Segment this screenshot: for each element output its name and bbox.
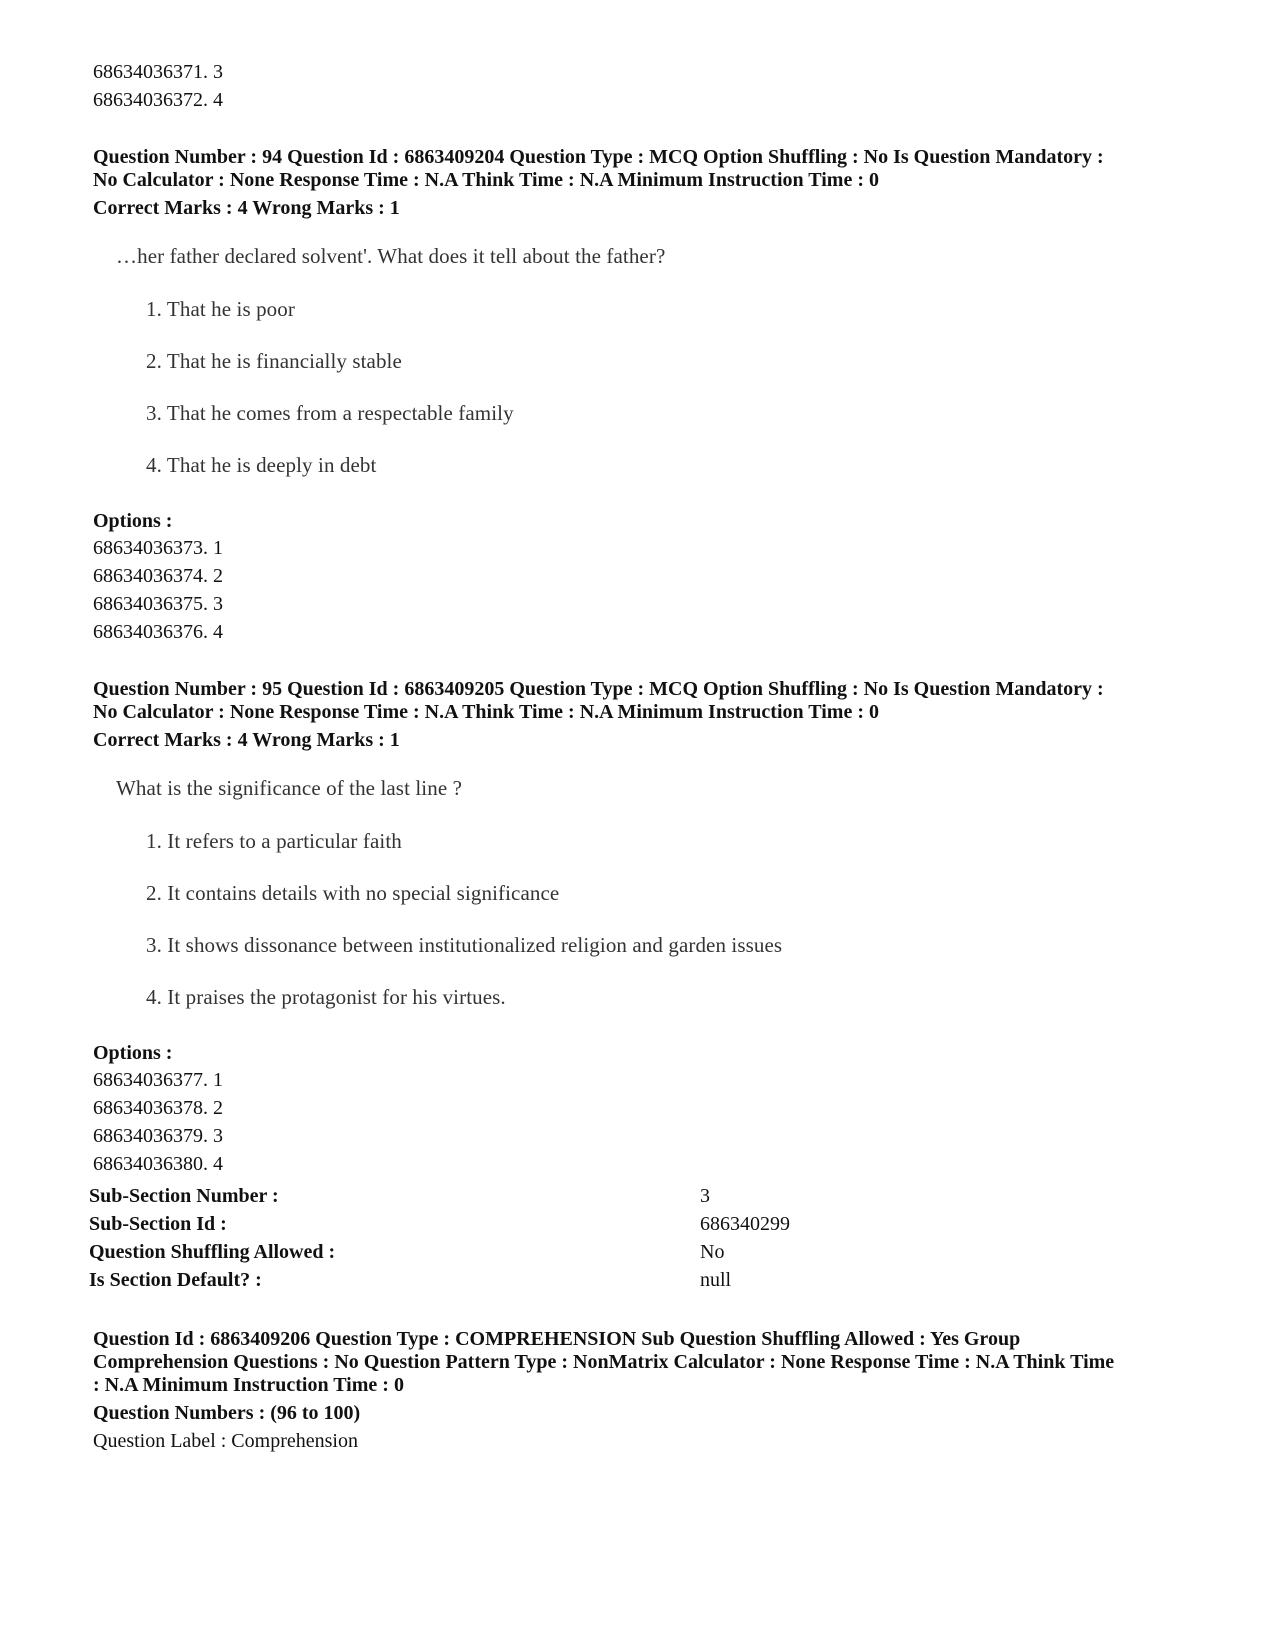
question-94-choice: 3. That he comes from a respectable family <box>146 401 514 425</box>
question-94-stem: …her father declared solvent'. What does it tell about the father? <box>116 244 666 268</box>
option-line: 68634036379. 3 <box>93 1125 223 1147</box>
subsection-number-value: 3 <box>700 1185 710 1207</box>
question-95-marks: Correct Marks : 4 Wrong Marks : 1 <box>93 729 400 751</box>
question-shuffling-value: No <box>700 1241 725 1263</box>
option-line: 68634036377. 1 <box>93 1069 223 1091</box>
question-94-header: Question Number : 94 Question Id : 6863409204 Question Type : MCQ Option Shuffling : No Is Question Mandatory : <box>93 146 1104 168</box>
option-line: 68634036375. 3 <box>93 593 223 615</box>
question-95-choice: 4. It praises the protagonist for his virtues. <box>146 985 506 1009</box>
comprehension-header-cont: Comprehension Questions : No Question Pattern Type : NonMatrix Calculator : None Response Time : N.A Think Time <box>93 1351 1115 1373</box>
options-label: Options : <box>93 1042 173 1064</box>
option-line: 68634036371. 3 <box>93 61 223 83</box>
question-94-choice: 2. That he is financially stable <box>146 349 402 373</box>
subsection-id-value: 686340299 <box>700 1213 790 1235</box>
option-line: 68634036378. 2 <box>93 1097 223 1119</box>
section-default-label: Is Section Default? : <box>89 1269 262 1291</box>
question-numbers: Question Numbers : (96 to 100) <box>93 1402 361 1424</box>
question-95-choice: 3. It shows dissonance between institutionalized religion and garden issues <box>146 933 783 957</box>
option-line: 68634036372. 4 <box>93 89 223 111</box>
option-line: 68634036380. 4 <box>93 1153 223 1175</box>
section-default-value: null <box>700 1269 732 1291</box>
question-94-choice: 1. That he is poor <box>146 297 295 321</box>
question-94-marks: Correct Marks : 4 Wrong Marks : 1 <box>93 197 400 219</box>
question-95-stem: What is the significance of the last line ? <box>116 776 463 800</box>
question-shuffling-label: Question Shuffling Allowed : <box>89 1241 336 1263</box>
subsection-id-label: Sub-Section Id : <box>89 1213 227 1235</box>
option-line: 68634036374. 2 <box>93 565 223 587</box>
question-95-choice: 1. It refers to a particular faith <box>146 829 402 853</box>
comprehension-header: Question Id : 6863409206 Question Type : COMPREHENSION Sub Question Shuffling Allowed : Yes Group <box>93 1328 1021 1350</box>
question-95-header-cont: No Calculator : None Response Time : N.A Think Time : N.A Minimum Instruction Time : 0 <box>93 701 879 723</box>
option-line: 68634036373. 1 <box>93 537 223 559</box>
question-label: Question Label : Comprehension <box>93 1430 358 1452</box>
options-label: Options : <box>93 510 173 532</box>
comprehension-header-cont: : N.A Minimum Instruction Time : 0 <box>93 1374 404 1396</box>
option-line: 68634036376. 4 <box>93 621 223 643</box>
question-95-choice: 2. It contains details with no special significance <box>146 881 560 905</box>
question-94-header-cont: No Calculator : None Response Time : N.A Think Time : N.A Minimum Instruction Time : 0 <box>93 169 879 191</box>
question-94-choice: 4. That he is deeply in debt <box>146 453 377 477</box>
question-95-header: Question Number : 95 Question Id : 6863409205 Question Type : MCQ Option Shuffling : No Is Question Mandatory : <box>93 678 1104 700</box>
subsection-number-label: Sub-Section Number : <box>89 1185 279 1207</box>
